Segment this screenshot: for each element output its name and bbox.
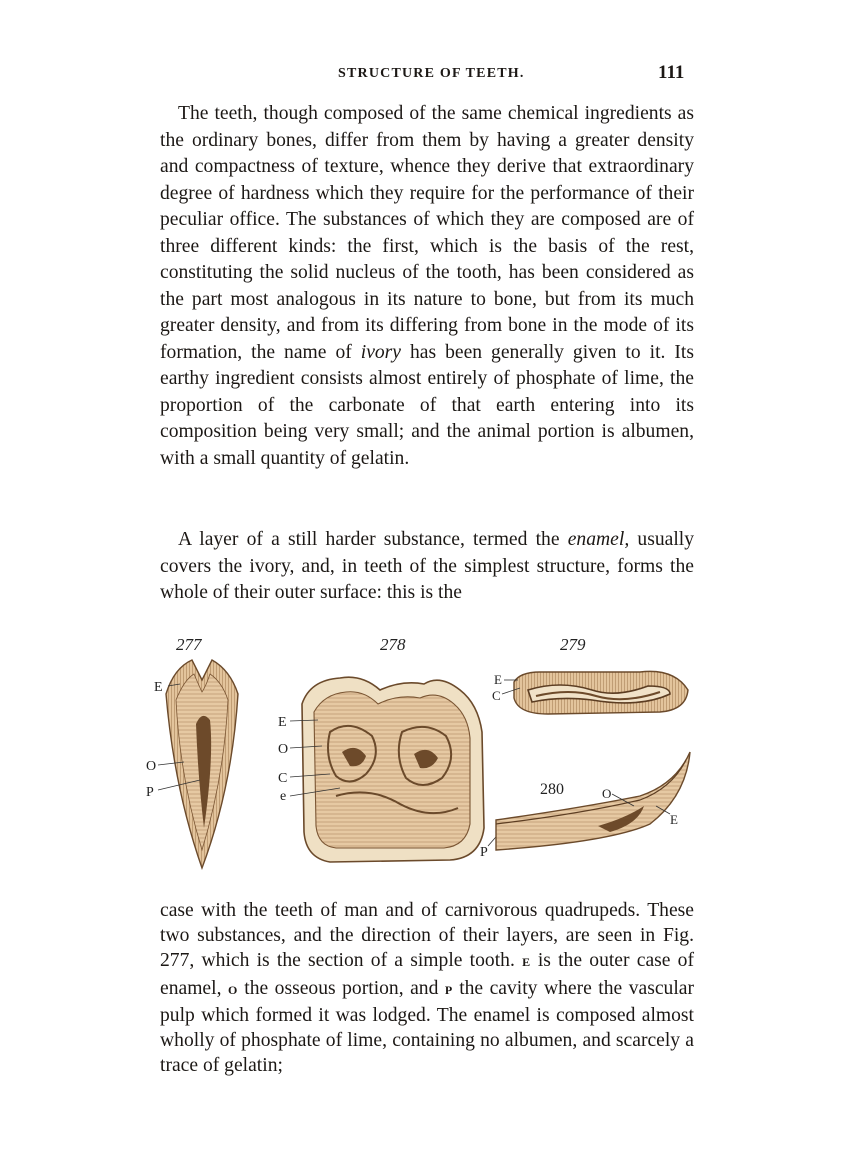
tooth-figures (140, 628, 710, 878)
figure-number-277: 277 (176, 635, 202, 654)
figure-278 (278, 635, 502, 862)
paragraph-text: case with the teeth of man and of carnivorous quadrupeds. These two substances, and the direction of their layers, are seen in Fig. 277, which is the section of a simple tooth. (160, 900, 694, 972)
fig279-label-e: E (494, 672, 502, 687)
paragraph-text: has been generally given to it. Its earthy ingredient consists almost entirely of phosphate of lime, the proportion of the carbonate of that earth entering into its composition being very small; and the animal portion is albumen, with a small quantity of gelatin. (160, 341, 694, 469)
fig278-label-o: O (278, 742, 289, 757)
term-enamel: enamel, (567, 529, 630, 550)
figure-277 (146, 635, 238, 868)
page-header (0, 62, 850, 86)
paragraph-enamel (160, 527, 694, 607)
page-number: 111 (658, 62, 685, 83)
paragraph-fig277-description (160, 898, 694, 1078)
fig278-label-c: C (278, 771, 288, 786)
figure-279 (492, 635, 688, 714)
figure-280 (496, 752, 690, 850)
paragraph-teeth-substances (160, 101, 694, 472)
figure-number-279: 279 (560, 635, 586, 654)
fig278-label-e-small: e (280, 789, 287, 804)
fig277-label-o: O (146, 759, 157, 774)
paragraph-text: usually covers the ivory, and, in teeth of the simplest structure, forms the whole of their outer surface: this is the (160, 529, 694, 603)
term-ivory: ivory (360, 341, 402, 363)
figure-number-278: 278 (380, 635, 406, 654)
ref-e: E (522, 955, 531, 970)
paragraph-text: the osseous portion, and (237, 977, 445, 999)
running-head: STRUCTURE OF TEETH. (338, 66, 525, 81)
paragraph-text: is the outer case of enamel, (160, 950, 694, 999)
fig280-label-o: O (602, 786, 612, 801)
fig280-label-e: E (670, 812, 678, 827)
paragraph-text: A layer of a still harder substance, termed the (178, 529, 568, 550)
fig278-label-p: P (480, 845, 488, 860)
paragraph-text: The teeth, though composed of the same chemical ingredients as the ordinary bones, differ from them by having a greater density and compactness of texture, whence they derive that extraordinary degree of hardness which they require for the performance of their peculiar office. The substances of which they are composed are of three different kinds: the first, which is the basis of the rest, constituting the solid nucleus of the tooth, has been considered as the part most analogous in its nature to bone, but from its much greater density, and from its differing from bone in the mode of its formation, the name of (160, 103, 694, 363)
fig277-label-p: P (146, 785, 154, 800)
fig280-tusk (496, 752, 690, 850)
paragraph-text: the cavity where the vascular pulp which formed it was lodged. The enamel is composed almost wholly of phosphate of lime, containing no albumen, and scarcely a trace of gelatin; (160, 977, 694, 1077)
figure-number-280: 280 (540, 781, 564, 798)
ref-o: O (227, 982, 238, 997)
ref-p: P (444, 982, 453, 997)
fig278-label-e: E (278, 715, 287, 730)
fig279-label-c: C (492, 688, 501, 703)
fig277-label-e: E (154, 680, 163, 695)
